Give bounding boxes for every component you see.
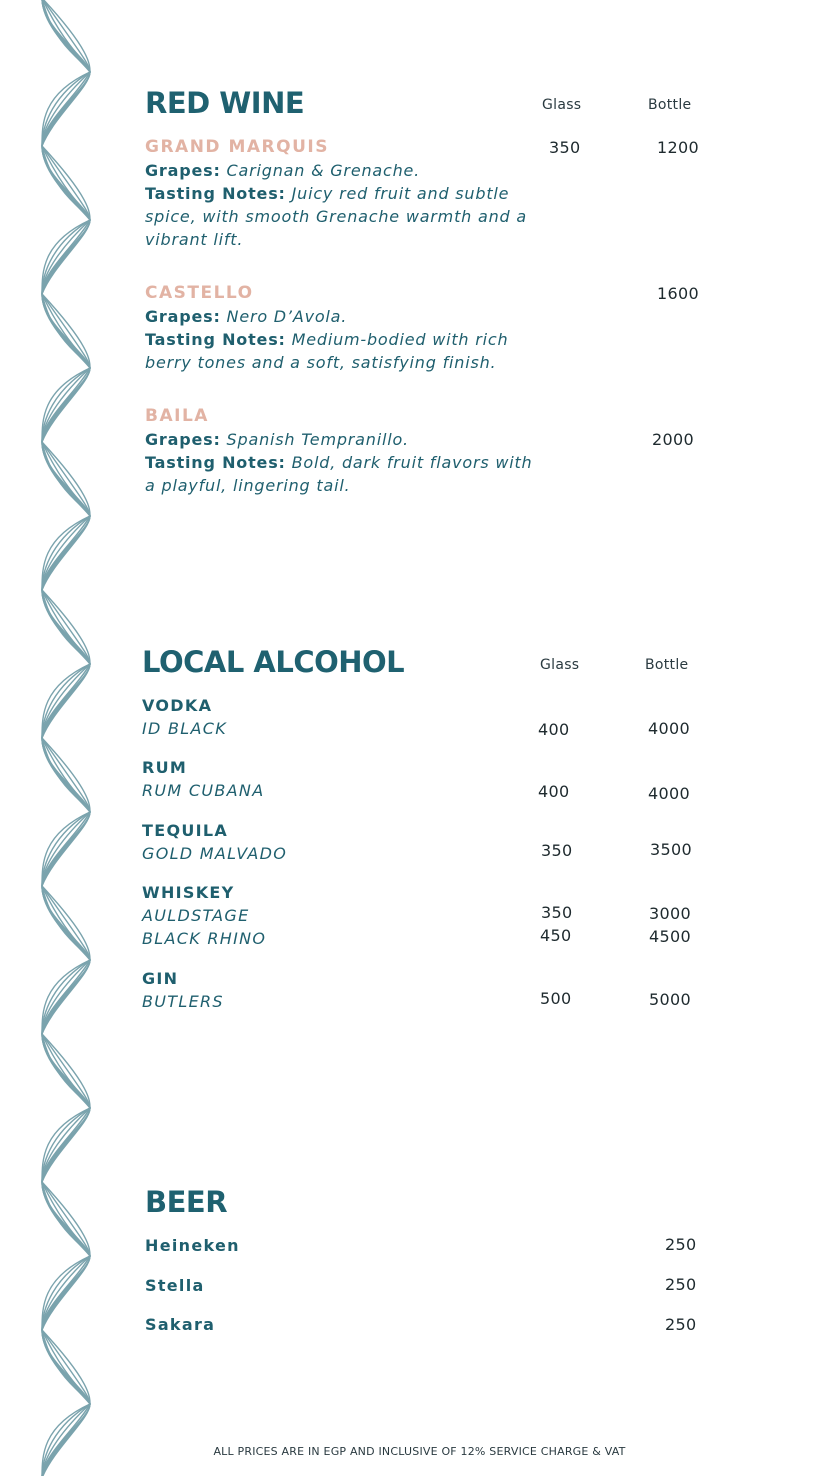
beer-price: 250 <box>665 1275 697 1294</box>
bottle-price: 1200 <box>657 138 699 157</box>
bottle-price: 2000 <box>652 430 694 449</box>
wine-description <box>145 305 545 374</box>
glass-price: 350 <box>541 903 573 922</box>
vine-stroke <box>42 1034 90 1182</box>
grapes-label: Grapes: <box>145 307 221 326</box>
vine-stroke <box>42 0 90 146</box>
vine-stroke <box>42 1182 90 1330</box>
tasting-notes-value: Medium-bodied with rich berry tones and a soft, satisfying finish. <box>145 330 509 372</box>
spirit-brand: ID BLACK <box>142 719 228 738</box>
glass-price: 400 <box>538 782 570 801</box>
beer-name: Sakara <box>145 1315 216 1334</box>
wine-name: CASTELLO <box>145 283 254 303</box>
glass-price: 500 <box>540 989 572 1008</box>
bottle-price: 1600 <box>657 284 699 303</box>
local-alcohol-bottle-header: Bottle <box>645 657 689 673</box>
spirit-brand: BLACK RHINO <box>142 929 267 948</box>
red-wine-glass-header: Glass <box>542 97 582 113</box>
bottle-price: 3500 <box>650 840 692 859</box>
vine-stroke <box>42 590 90 738</box>
vine-stroke <box>42 738 90 886</box>
spirit-brand: GOLD MALVADO <box>142 844 288 863</box>
grapes-value: Carignan & Grenache. <box>226 161 421 180</box>
tasting-notes-label: Tasting Notes: <box>145 453 286 472</box>
glass-price: 350 <box>549 138 581 157</box>
beer-title: BEER <box>145 1185 228 1219</box>
wine-name: GRAND MARQUIS <box>145 137 329 157</box>
spirit-category: TEQUILA <box>142 821 229 840</box>
tasting-notes-value: Bold, dark fruit flavors with a playful, lingering tail. <box>145 453 533 495</box>
spirit-brand: BUTLERS <box>142 992 224 1011</box>
grapes-label: Grapes: <box>145 430 221 449</box>
local-alcohol-glass-header: Glass <box>540 657 580 673</box>
bottle-price: 3000 <box>649 904 691 923</box>
spirit-brand: RUM CUBANA <box>142 781 265 800</box>
spirit-category: WHISKEY <box>142 883 235 902</box>
tasting-notes-label: Tasting Notes: <box>145 330 286 349</box>
beer-price: 250 <box>665 1315 697 1334</box>
spirit-category: GIN <box>142 969 179 988</box>
spirit-brand: AULDSTAGE <box>142 906 250 925</box>
glass-price: 450 <box>540 926 572 945</box>
vine-stroke <box>42 294 90 442</box>
grapes-label: Grapes: <box>145 161 221 180</box>
vine-stroke <box>42 886 90 1034</box>
wine-description <box>145 428 545 497</box>
beer-name: Heineken <box>145 1236 240 1255</box>
vine-stroke <box>42 146 90 294</box>
beer-name: Stella <box>145 1276 205 1295</box>
glass-price: 350 <box>541 841 573 860</box>
vine-stroke <box>42 442 90 590</box>
spirit-category: RUM <box>142 758 188 777</box>
red-wine-title: RED WINE <box>145 86 305 120</box>
wine-description <box>145 159 545 251</box>
price-disclaimer: ALL PRICES ARE IN EGP AND INCLUSIVE OF 12% SERVICE CHARGE & VAT <box>213 1445 626 1458</box>
spirit-category: VODKA <box>142 696 213 715</box>
wave-vine-decoration <box>30 0 100 1476</box>
bottle-price: 4500 <box>649 927 691 946</box>
beer-price: 250 <box>665 1235 697 1254</box>
grapes-value: Spanish Tempranillo. <box>226 430 409 449</box>
red-wine-bottle-header: Bottle <box>648 97 692 113</box>
tasting-notes-value: Juicy red fruit and subtle spice, with smooth Grenache warmth and a vibrant lift. <box>145 184 527 249</box>
bottle-price: 4000 <box>648 719 690 738</box>
bottle-price: 5000 <box>649 990 691 1009</box>
wine-name: BAILA <box>145 406 209 426</box>
tasting-notes-label: Tasting Notes: <box>145 184 286 203</box>
local-alcohol-title: LOCAL ALCOHOL <box>142 645 405 679</box>
grapes-value: Nero D’Avola. <box>226 307 348 326</box>
bottle-price: 4000 <box>648 784 690 803</box>
glass-price: 400 <box>538 720 570 739</box>
